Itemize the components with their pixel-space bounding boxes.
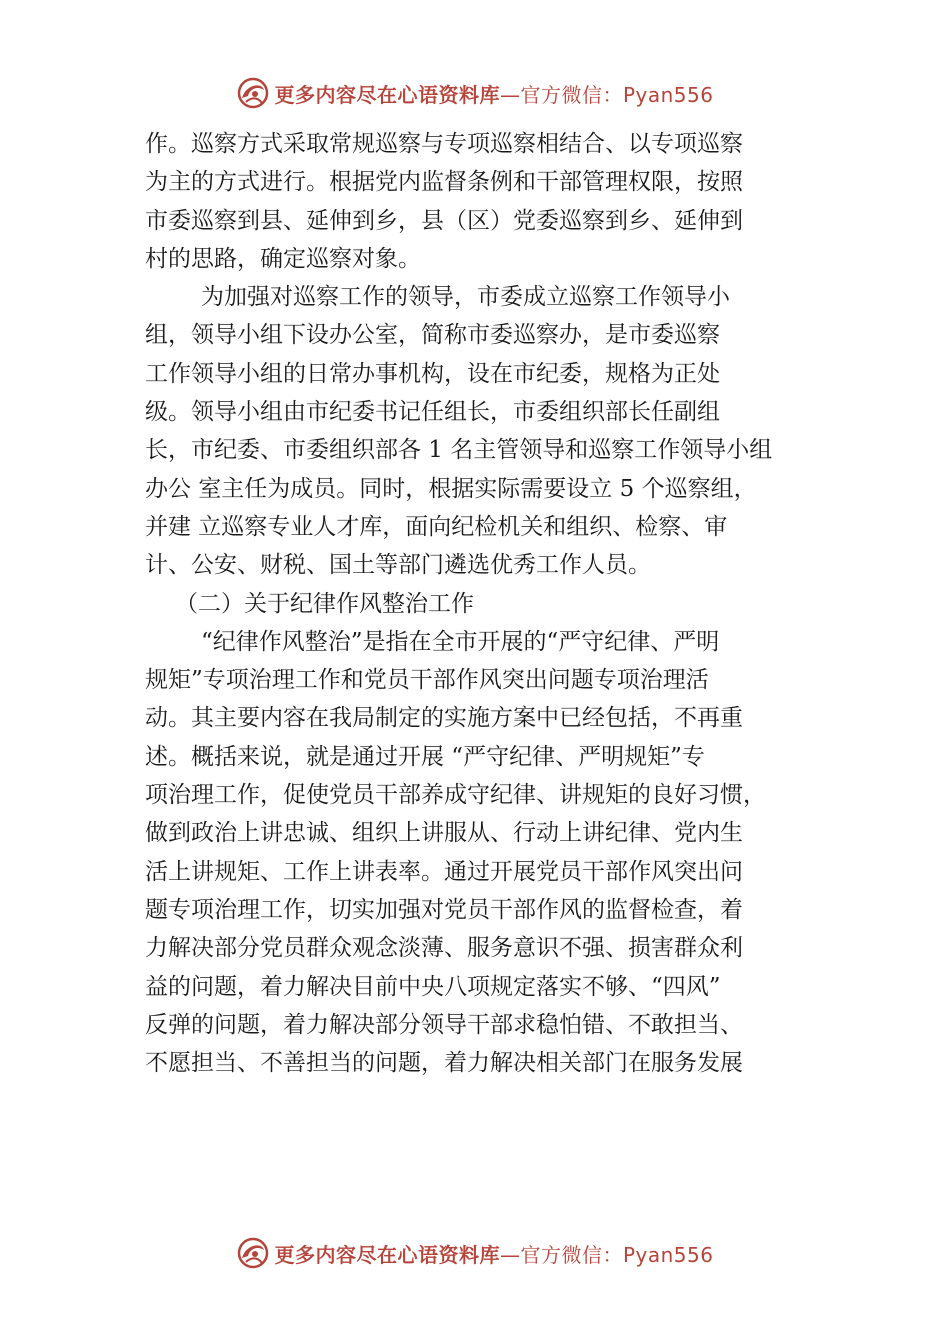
text-line: “纪律作风整治”是指在全市开展的“严守纪律、严明 [201,628,720,655]
text-line: 办公 室主任为成员。同时，根据实际需要设立 5 个巡察组， [145,475,757,502]
text-line: 不愿担当、不善担当的问题，着力解决相关部门在服务发展 [145,1050,743,1077]
section-heading: （二）关于纪律作风整治工作 [175,590,474,617]
text-line: 组，领导小组下设办公室，简称市委巡察办，是市委巡察 [145,322,720,349]
text-line: 述。概括来说，就是通过开展 “严守纪律、严明规矩”专 [145,743,705,770]
text-line: 项治理工作，促使党员干部养成守纪律、讲规矩的良好习惯， [145,782,766,809]
text-line: 市委巡察到县、延伸到乡，县（区）党委巡察到乡、延伸到 [145,207,743,234]
watermark-text: 更多内容尽在心语资料库—官方微信：Pyan556 [274,1242,714,1267]
document-body [145,125,810,1082]
text-line: 为主的方式进行。根据党内监督条例和干部管理权限，按照 [145,169,743,196]
text-line: 题专项治理工作，切实加强对党员干部作风的监督检查，着 [145,896,743,923]
text-line: 力解决部分党员群众观念淡薄、服务意识不强、损害群众利 [145,935,743,962]
text-line: 村的思路，确定巡察对象。 [145,245,421,272]
text-line: 益的问题，着力解决目前中央八项规定落实不够、“四风” [145,973,721,1000]
text-line: 反弹的问题，着力解决部分领导干部求稳怕错、不敢担当、 [145,1011,743,1038]
text-line: 长，市纪委、市委组织部各 1 名主管领导和巡察工作领导小组 [145,437,773,464]
text-line: 工作领导小组的日常办事机构，设在市纪委，规格为正处 [145,360,720,387]
header-watermark [0,73,950,113]
text-line: 动。其主要内容在我局制定的实施方案中已经包括，不再重 [145,705,743,732]
text-line: 活上讲规矩、工作上讲表率。通过开展党员干部作风突出问 [145,858,743,885]
swirl-logo-icon [236,1236,270,1270]
watermark-text: 更多内容尽在心语资料库—官方微信：Pyan556 [274,82,714,107]
text-line: 级。领导小组由市纪委书记任组长，市委组织部长任副组 [145,399,720,426]
text-line: 计、公安、财税、国土等部门遴选优秀工作人员。 [145,552,651,579]
swirl-logo-icon [236,76,270,110]
text-line: 为加强对巡察工作的领导，市委成立巡察工作领导小 [201,284,730,311]
text-line: 规矩”专项治理工作和党员干部作风突出问题专项治理活 [145,667,709,694]
text-line: 并建 立巡察专业人才库，面向纪检机关和组织、检察、审 [145,513,728,540]
footer-watermark [0,1233,950,1273]
text-line: 作。巡察方式采取常规巡察与专项巡察相结合、以专项巡察 [145,131,743,157]
text-line: 做到政治上讲忠诚、组织上讲服从、行动上讲纪律、党内生 [145,820,743,847]
